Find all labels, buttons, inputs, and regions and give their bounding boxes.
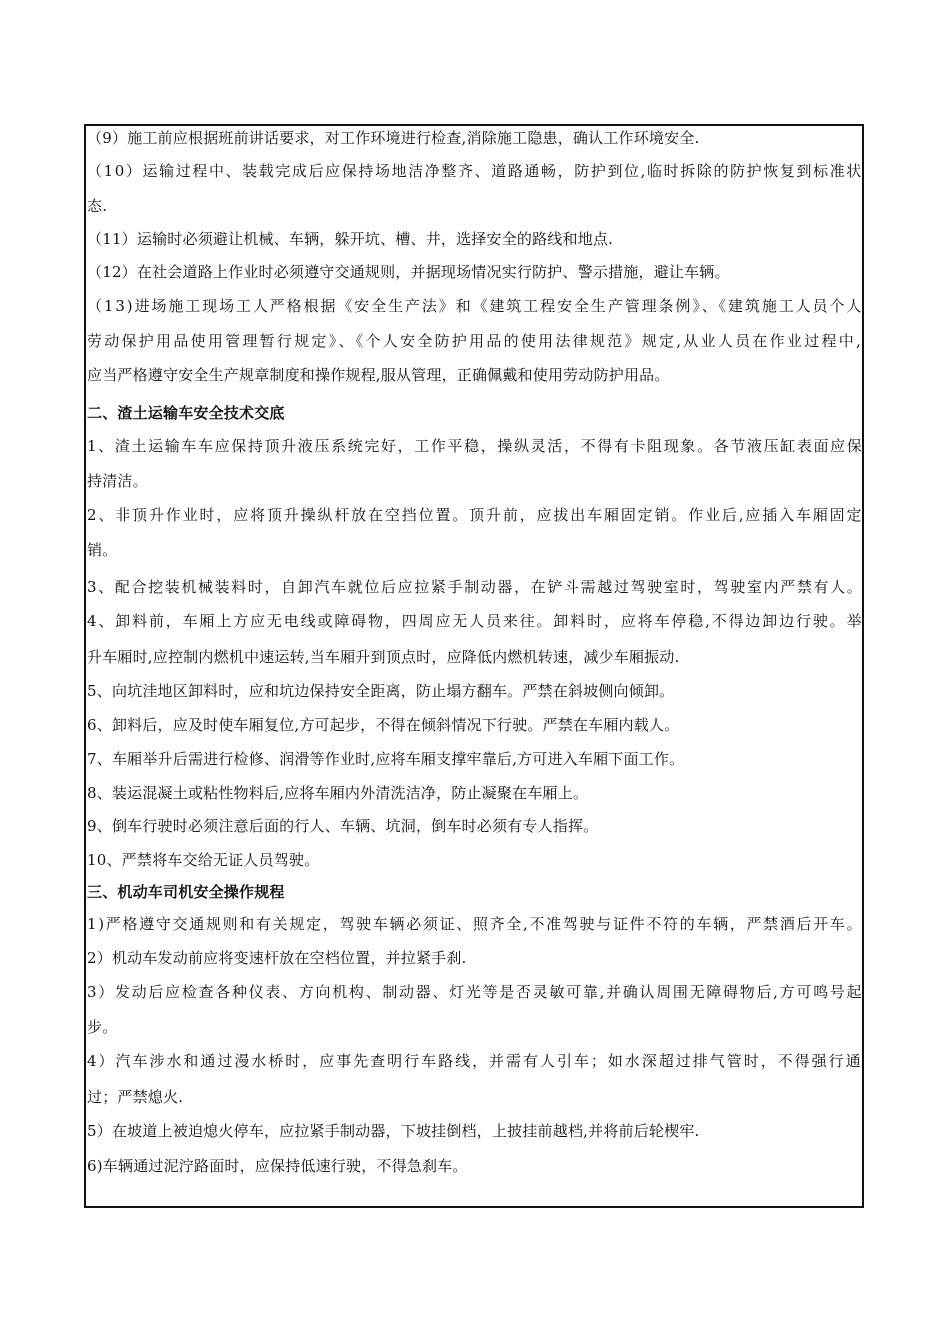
text-line: 4、卸料前，车厢上方应无电线或障碍物，四周应无人员来往。卸料时，应将车停稳,不得边卸边行驶。举 [87,612,864,630]
text-line: （9）施工前应根据班前讲话要求，对工作环境进行检查,消除施工隐患，确认工作环境安全. [87,129,700,147]
text-line: （10）运输过程中、装载完成后应保持场地洁净整齐、道路通畅，防护到位,临时拆除的防护恢复到标准状 [87,162,863,180]
text-line: （11）运输时必须避让机械、车辆，躲开坑、槽、井，选择安全的路线和地点. [87,230,614,248]
text-line: 8、装运混凝土或粘性物料后,应将车厢内外清洗洁净，防止凝聚在车厢上。 [87,784,589,802]
section-heading: 三、机动车司机安全操作规程 [87,883,285,901]
text-line: 10、严禁将车交给无证人员驾驶。 [87,851,320,869]
text-line: 1、渣土运输车车应保持顶升液压系统完好，工作平稳，操纵灵活，不得有卡阻现象。各节液压缸表面应保 [87,437,864,455]
text-line: 9、倒车行驶时必须注意后面的行人、车辆、坑洞，倒车时必须有专人指挥。 [87,817,599,835]
text-line: 销。 [87,541,118,559]
text-line: 劳动保护用品使用管理暂行规定》、《个人安全防护用品的使用法律规范》规定,从业人员在作业过程中, [87,332,864,350]
text-line: 5）在坡道上被迫熄火停车，应拉紧手制动器，下坡挂倒档，上披挂前越档,并将前后轮楔牢. [87,1122,700,1140]
text-line: 态. [87,197,108,215]
text-line: 步。 [87,1018,118,1036]
section-heading: 二、渣土运输车安全技术交底 [87,404,285,422]
text-line: 升车厢时,应控制内燃机中速运转,当车厢升到顶点时，应降低内燃机转速，减少车厢振动. [87,648,680,666]
text-line: 2、非顶升作业时，应将顶升操纵杆放在空挡位置。顶升前，应拔出车厢固定销。作业后,应插入车厢固定 [87,506,864,524]
text-line: 4）汽车涉水和通过漫水桥时，应事先查明行车路线，并需有人引车；如水深超过排气管时，不得强行通 [87,1052,863,1070]
text-line: 5、向坑洼地区卸料时，应和坑边保持安全距离，防止塌方翻车。严禁在斜坡侧向倾卸。 [87,682,675,700]
text-line: 2）机动车发动前应将变速杆放在空档位置，并拉紧手刹. [87,949,467,967]
text-line: （12）在社会道路上作业时必须遵守交通规则，并据现场情况实行防护、警示措施，避让车辆。 [87,263,730,281]
text-line: （13)进场施工现场工人严格根据《安全生产法》和《建筑工程安全生产管理条例》、《建筑施工人员个人 [87,297,864,315]
text-line: 应当严格遵守安全生产规章制度和操作规程,服从管理，正确佩戴和使用劳动防护用品。 [87,366,670,384]
text-line: 过；严禁熄火. [87,1088,184,1106]
text-line: 6)车辆通过泥泞路面时，应保持低速行驶，不得急刹车。 [87,1157,468,1175]
text-line: 持清洁。 [87,472,148,490]
text-line: 7、车厢举升后需进行检修、润滑等作业时,应将车厢支撑牢靠后,方可进入车厢下面工作。 [87,750,685,768]
text-line: 3）发动后应检查各种仪表、方向机构、制动器、灯光等是否灵敏可靠,并确认周围无障碍物后,方可鸣号起 [87,983,864,1001]
text-line: 3、配合挖装机械装料时，自卸汽车就位后应拉紧手制动器，在铲斗需越过驾驶室时，驾驶室内严禁有人。 [87,578,864,596]
text-line: 6、卸料后，应及时使车厢复位,方可起步，不得在倾斜情况下行驶。严禁在车厢内载人。 [87,716,680,734]
text-line: 1)严格遵守交通规则和有关规定，驾驶车辆必须证、照齐全,不准驾驶与证件不符的车辆，严禁酒后开车。 [87,915,864,933]
